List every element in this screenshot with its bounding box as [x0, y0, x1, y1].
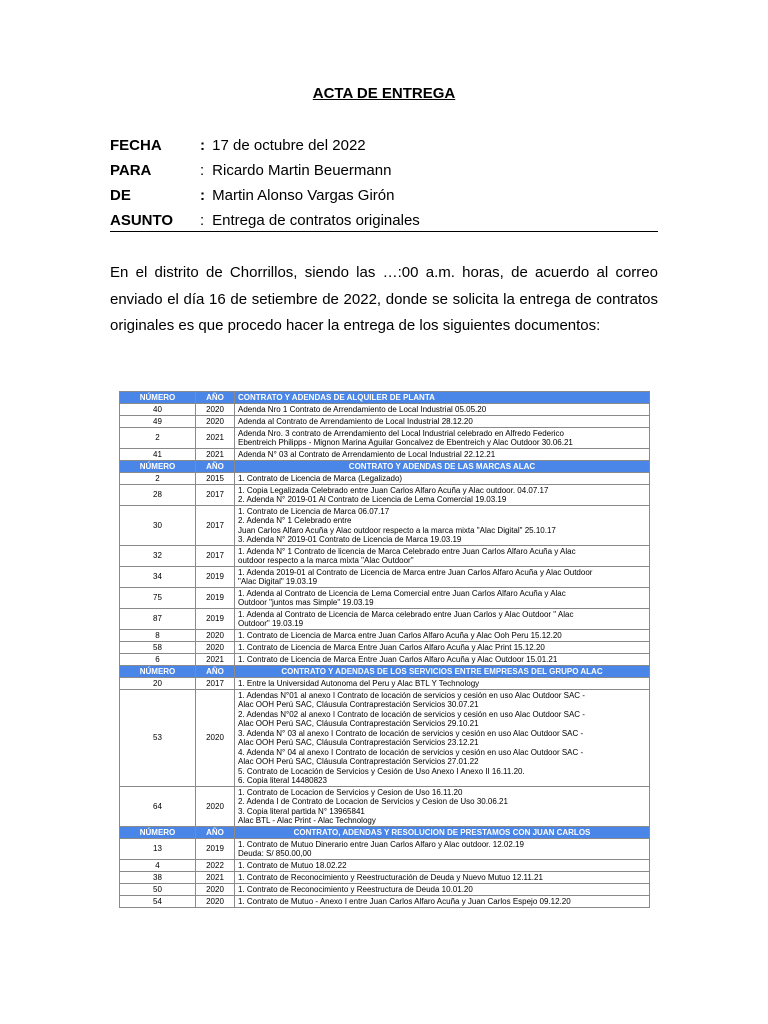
cell-documento: 1. Contrato de Licencia de Marca entre Juan Carlos Alfaro Acuña y Alac Ooh Peru 15.12.20 [235, 630, 650, 642]
cell-anio: 2017 [196, 506, 235, 546]
cell-numero: 20 [120, 678, 196, 690]
cell-numero: 2 [120, 473, 196, 485]
cell-numero: 4 [120, 860, 196, 872]
table-row [120, 609, 650, 630]
cell-anio: 2020 [196, 690, 235, 787]
table-row [120, 860, 650, 872]
cell-numero: 28 [120, 485, 196, 506]
cell-documento: 1. Contrato de Mutuo Dinerario entre Juan Carlos Alfaro y Alac outdoor. 12.02.19 Deuda: S/ 850.00,00 [235, 839, 650, 860]
cell-anio: 2019 [196, 609, 235, 630]
header-row-asunto [110, 208, 658, 233]
table-row [120, 678, 650, 690]
cell-documento: Adenda al Contrato de Arrendamiento de Local Industrial 28.12.20 [235, 416, 650, 428]
header-row-de [110, 183, 658, 208]
cell-documento: Adenda Nro 1 Contrato de Arrendamiento de Local Industrial 05.05.20 [235, 404, 650, 416]
cell-numero: 30 [120, 506, 196, 546]
cell-numero: 58 [120, 642, 196, 654]
cell-documento: 1. Contrato de Licencia de Marca (Legalizado) [235, 473, 650, 485]
cell-numero: 50 [120, 884, 196, 896]
section-title: CONTRATO Y ADENDAS DE ALQUILER DE PLANTA [235, 392, 650, 404]
cell-anio: 2017 [196, 546, 235, 567]
cell-anio: 2020 [196, 884, 235, 896]
column-header-numero: NÚMERO [120, 666, 196, 678]
cell-documento: 1. Adenda 2019-01 al Contrato de Licencia de Marca entre Juan Carlos Alfaro Acuña y Alac Outdoor "Alac Digital" 19.03.19 [235, 567, 650, 588]
table-row [120, 404, 650, 416]
table-row [120, 473, 650, 485]
table-row [120, 690, 650, 787]
cell-numero: 38 [120, 872, 196, 884]
header-value: Entrega de contratos originales [208, 212, 420, 229]
cell-documento: Adenda Nro. 3 contrato de Arrendamiento del Local Industrial celebrado en Alfredo Federico Ebentreich Philipps - Mignon Marina Aguilar Goncalvez de Ebentreich y Alac Outdoor 30.06.21 [235, 428, 650, 449]
section-title: CONTRATO Y ADENDAS DE LOS SERVICIOS ENTRE EMPRESAS DEL GRUPO ALAC [235, 666, 650, 678]
column-header-numero: NÚMERO [120, 827, 196, 839]
header-colon: : [200, 137, 205, 154]
cell-anio: 2020 [196, 630, 235, 642]
header-colon: : [200, 162, 205, 179]
cell-numero: 40 [120, 404, 196, 416]
cell-documento: 1. Adenda N° 1 Contrato de licencia de Marca Celebrado entre Juan Carlos Alfaro Acuña y Alac outdoor respecto a la marca mixta "Alac Outdoor" [235, 546, 650, 567]
cell-anio: 2019 [196, 839, 235, 860]
cell-numero: 87 [120, 609, 196, 630]
cell-documento: 1. Adenda al Contrato de Licencia de Marca celebrado entre Juan Carlos y Alac Outdoor " Alac Outdoor" 19.03.19 [235, 609, 650, 630]
cell-anio: 2021 [196, 654, 235, 666]
cell-numero: 75 [120, 588, 196, 609]
cell-anio: 2017 [196, 678, 235, 690]
section-title: CONTRATO Y ADENDAS DE LAS MARCAS ALAC [235, 461, 650, 473]
table-row [120, 654, 650, 666]
cell-numero: 34 [120, 567, 196, 588]
table-row [120, 896, 650, 908]
cell-anio: 2020 [196, 404, 235, 416]
header-label: PARA [110, 162, 152, 179]
cell-documento: 1. Contrato de Licencia de Marca Entre Juan Carlos Alfaro Acuña y Alac Outdoor 15.01.21 [235, 654, 650, 666]
header-divider [110, 231, 658, 232]
cell-numero: 32 [120, 546, 196, 567]
table-row [120, 567, 650, 588]
cell-numero: 49 [120, 416, 196, 428]
cell-documento: 1. Copia Legalizada Celebrado entre Juan Carlos Alfaro Acuña y Alac outdoor. 04.07.17 2. Adenda N° 2019-01 Al Contrato de Licencia de Lema Comercial 19.03.19 [235, 485, 650, 506]
table-row [120, 884, 650, 896]
cell-documento: 1. Contrato de Locacion de Servicios y Cesion de Uso 16.11.20 2. Adenda I de Contrato de Locacion de Servicios y Cesion de Uso 30.06.21 3. Copia literal partida N° 13965841 Alac BTL - Alac Print - Alac Technology [235, 787, 650, 827]
cell-documento: 1. Contrato de Mutuo 18.02.22 [235, 860, 650, 872]
documents-table [119, 391, 650, 908]
table-row [120, 839, 650, 860]
cell-documento: 1. Entre la Universidad Autonoma del Peru y Alac BTL Y Technology [235, 678, 650, 690]
column-header-numero: NÚMERO [120, 392, 196, 404]
cell-anio: 2020 [196, 642, 235, 654]
table-row [120, 642, 650, 654]
cell-numero: 8 [120, 630, 196, 642]
section-header-row [120, 392, 650, 404]
table-row [120, 630, 650, 642]
cell-documento: 1. Contrato de Reconocimiento y Reestructura de Deuda 10.01.20 [235, 884, 650, 896]
section-header-row [120, 461, 650, 473]
cell-anio: 2022 [196, 860, 235, 872]
column-header-anio: AÑO [196, 827, 235, 839]
cell-documento: 1. Contrato de Licencia de Marca 06.07.17 2. Adenda N° 1 Celebrado entre Juan Carlos Alfaro Acuña y Alac outdoor respecto a la marca mixta "Alac Digital" 25.10.17 3. Adenda N° 2019-01 Contrato de Licencia de Marca 19.03.19 [235, 506, 650, 546]
cell-anio: 2015 [196, 473, 235, 485]
section-header-row [120, 666, 650, 678]
cell-anio: 2017 [196, 485, 235, 506]
table-row [120, 872, 650, 884]
intro-paragraph: En el distrito de Chorrillos, siendo las …:00 a.m. horas, de acuerdo al correo enviado el día 16 de setiembre de 2022, donde se solicita la entrega de contratos originales es que procedo hacer la entrega de los siguientes documentos: [110, 264, 658, 334]
table-row [120, 546, 650, 567]
cell-documento: 1. Contrato de Mutuo - Anexo I entre Juan Carlos Alfaro Acuña y Juan Carlos Espejo 09.12.20 [235, 896, 650, 908]
header-row-fecha [110, 133, 658, 158]
table-row [120, 428, 650, 449]
cell-numero: 13 [120, 839, 196, 860]
header-row-para [110, 158, 658, 183]
table-row [120, 449, 650, 461]
cell-anio: 2020 [196, 416, 235, 428]
cell-anio: 2019 [196, 588, 235, 609]
cell-documento: Adenda N° 03 al Contrato de Arrendamiento de Local Industrial 22.12.21 [235, 449, 650, 461]
column-header-anio: AÑO [196, 392, 235, 404]
cell-anio: 2020 [196, 896, 235, 908]
column-header-anio: AÑO [196, 461, 235, 473]
cell-anio: 2021 [196, 428, 235, 449]
cell-numero: 41 [120, 449, 196, 461]
cell-numero: 6 [120, 654, 196, 666]
document-title: ACTA DE ENTREGA [312, 85, 456, 102]
cell-anio: 2021 [196, 872, 235, 884]
memo-header [110, 133, 658, 233]
header-value: Martin Alonso Vargas Girón [208, 187, 395, 204]
section-title: CONTRATO, ADENDAS Y RESOLUCION DE PRESTAMOS CON JUAN CARLOS [235, 827, 650, 839]
cell-numero: 64 [120, 787, 196, 827]
header-label: ASUNTO [110, 212, 174, 229]
cell-anio: 2019 [196, 567, 235, 588]
cell-anio: 2020 [196, 787, 235, 827]
cell-documento: 1. Adenda al Contrato de Licencia de Lema Comercial entre Juan Carlos Alfaro Acuña y Alac Outdoor "juntos mas Simple" 19.03.19 [235, 588, 650, 609]
cell-numero: 2 [120, 428, 196, 449]
header-colon: : [200, 187, 205, 204]
header-value: 17 de octubre del 2022 [208, 137, 366, 154]
table-row [120, 588, 650, 609]
cell-numero: 54 [120, 896, 196, 908]
header-colon: : [200, 212, 205, 229]
header-value: Ricardo Martin Beuermann [208, 162, 392, 179]
documents-table-body [120, 392, 650, 908]
cell-numero: 53 [120, 690, 196, 787]
cell-documento: 1. Adendas N°01 al anexo I Contrato de locación de servicios y cesión en uso Alac Outdoor SAC - Alac OOH Perú SAC, Cláusula Contraprestación Servicios 30.07.21 2. Adendas N°02 al anexo I Contrato de locación de servicios y cesión en uso Alac Outdoor SAC - Alac OOH Perú SAC, Cláusula Contraprestación Servicios 29.10.21 3. Adenda N° 03 al anexo I Contrato de locación de servicios y cesión en uso Alac Outdoor SAC - Alac OOH Perú SAC, Cláusula Contraprestación Servicios 23.12.21 4. Adenda N° 04 al anexo I Contrato de locación de servicios y cesión en uso Alac Outdoor SAC - Alac OOH Perú SAC, Cláusula Contraprestación Servicios 27.01.22 5. Contrato de Locación de Servicios y Cesión de Uso Anexo I Anexo II 16.11.20. 6. Copia literal 14480823 [235, 690, 650, 787]
column-header-numero: NÚMERO [120, 461, 196, 473]
table-row [120, 485, 650, 506]
cell-documento: 1. Contrato de Licencia de Marca Entre Juan Carlos Alfaro Acuña y Alac Print 15.12.20 [235, 642, 650, 654]
table-row [120, 506, 650, 546]
cell-anio: 2021 [196, 449, 235, 461]
cell-documento: 1. Contrato de Reconocimiento y Reestructuración de Deuda y Nuevo Mutuo 12.11.21 [235, 872, 650, 884]
section-header-row [120, 827, 650, 839]
header-label: FECHA [110, 137, 162, 154]
table-row [120, 787, 650, 827]
header-label: DE [110, 187, 131, 204]
column-header-anio: AÑO [196, 666, 235, 678]
table-row [120, 416, 650, 428]
